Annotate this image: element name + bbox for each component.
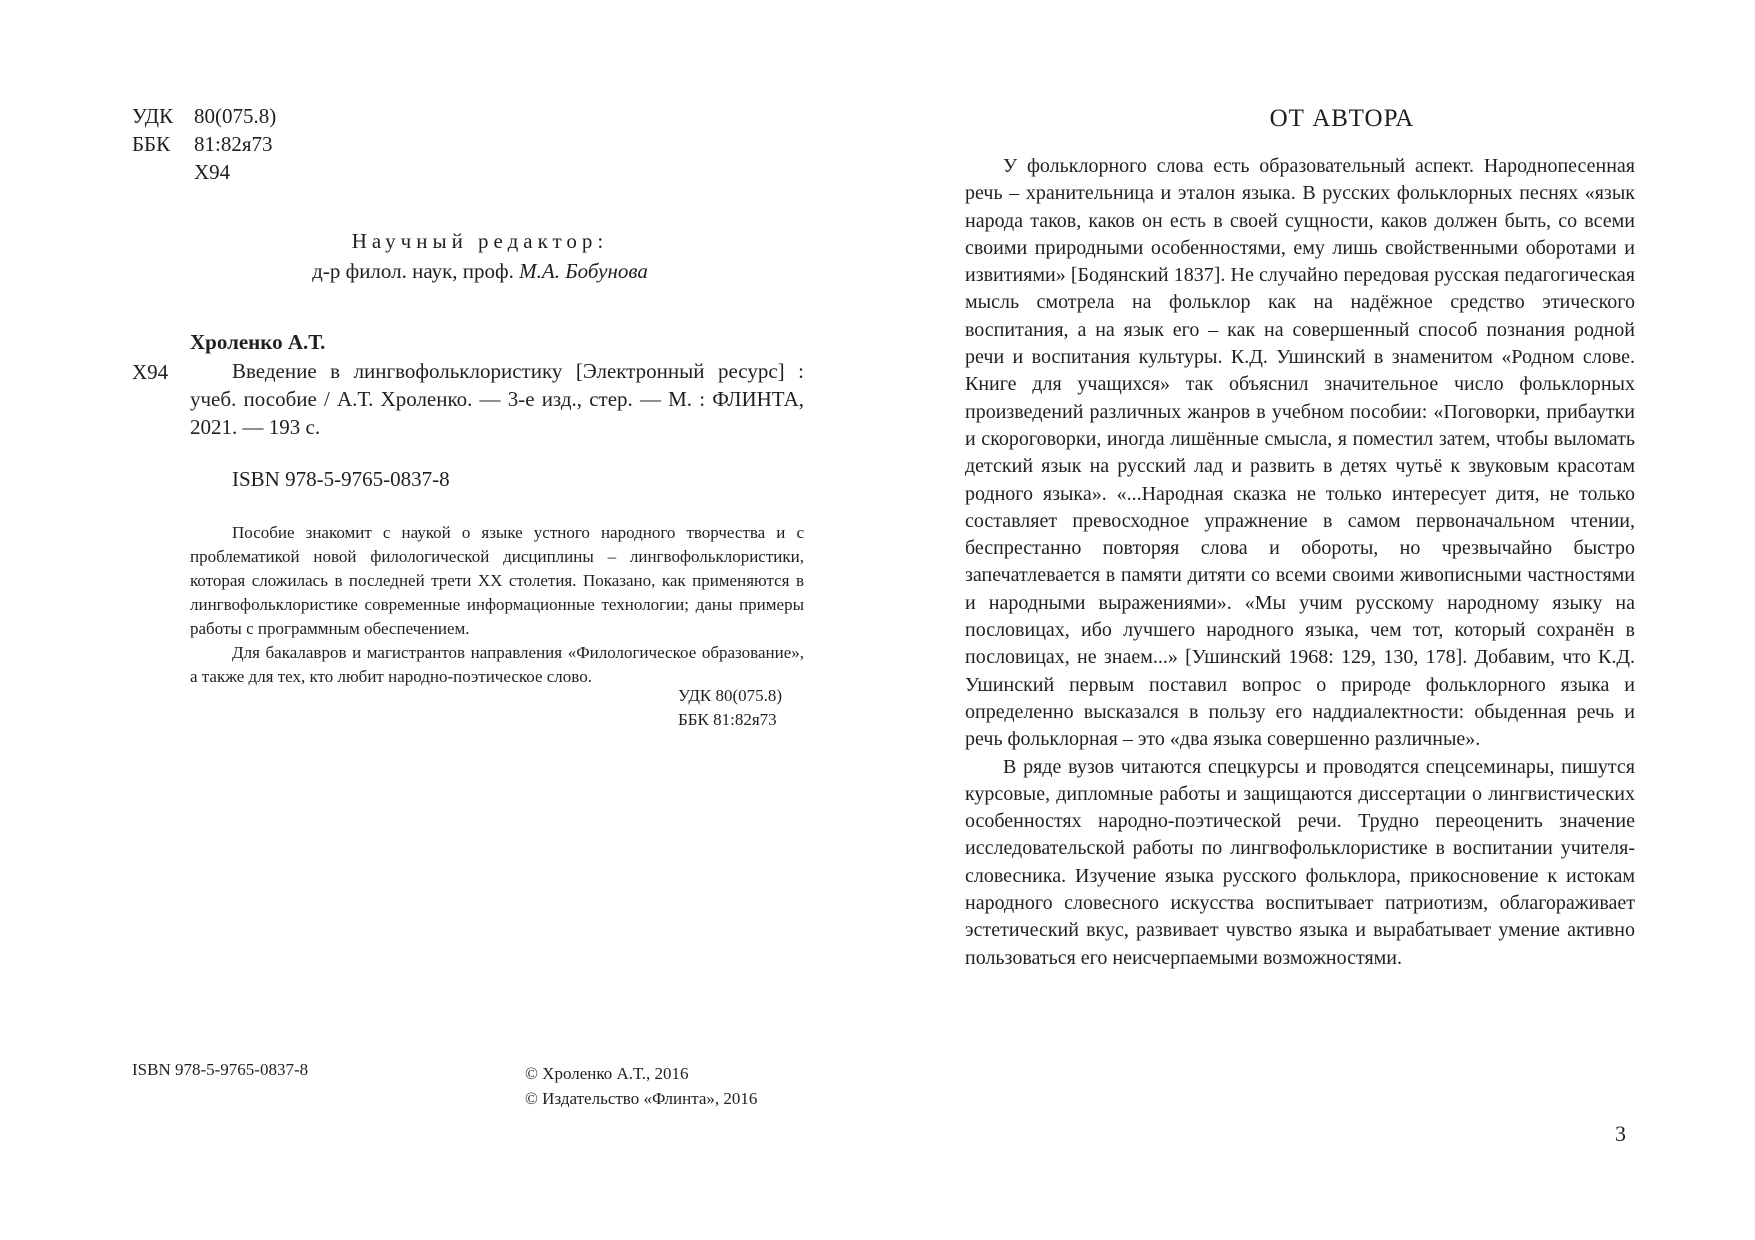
chapter-title: ОТ АВТОРА xyxy=(1269,105,1415,132)
editor-credentials: д-р филол. наук, проф. xyxy=(312,259,514,283)
bbk-label: ББК xyxy=(132,132,171,156)
author-mark-value: Х94 xyxy=(194,160,231,184)
annotation-paragraph: Пособие знакомит с наукой о языке устного народного творчества и с проблематикой новой филологической дисциплины – лингвофольклористики, которая сложилась в последней трети XX столетия. Показано, как применяются в лингвофольклористике современные информационные технологии; даны примеры работы с программным обеспечением. xyxy=(190,523,804,638)
editor-role: Научный редактор: xyxy=(351,229,609,253)
body-text xyxy=(965,153,1635,972)
body-paragraph: У фольклорного слова есть образовательный аспект. Народнопесенная речь – хранительница и эталон языка. В русских фольклорных песнях «язык народа таков, каков он есть в своей сущности, каков должен быть, со всеми своими природными особенностями, ему лишь свойственными оборотами и извитиями» [Бодянский 1837]. Не случайно передовая русская педагогическая мысль смотрела на фольклор как на надёжное средство этического воспитания, а на язык его – как на совершенный способ познания родной речи и воспитания культуры. К.Д. Ушинский в знаменитом «Родном слове. Книге для учащихся» так объяснил значительное число фольклорных произведений различных жанров в учебном пособии: «Поговорки, прибаутки и скороговорки, иногда лишённые смысла, я поместил затем, чтобы выломать детский язык на русский лад и развить в детях чутьё к звуковым красотам родного языка». «...Народная сказка не только интересует дитя, не только составляет превосходное упражнение в самом первоначальном чтении, беспрестанно повторяя слова и обороты, но чрезвычайно быстро запечатлевается в памяти дитяти со всеми своими живописными частностями и народными выражениями». «Мы учим русскому народному языку на пословицах, ибо лучшего народного языка, чем тот, который сохранён в пословицах, не знаем...» [Ушинский 1968: 129, 130, 178]. Добавим, что К.Д. Ушинский первым поставил вопрос о природе фольклорного языка и определенно высказался в пользу его наддиалектности: обыденная речь и речь фольклорная – это «два языка совершенно различные». xyxy=(965,155,1635,751)
right-page xyxy=(877,0,1755,1240)
annotation-bbk: ББК 81:82я73 xyxy=(678,710,777,729)
classification-codes xyxy=(132,102,276,186)
copyright-publisher: © Издательство «Флинта», 2016 xyxy=(525,1089,758,1108)
isbn-bottom: ISBN 978-5-9765-0837-8 xyxy=(132,1060,309,1079)
copyright-author: © Хроленко А.Т., 2016 xyxy=(525,1064,689,1083)
copyright-block xyxy=(525,1061,757,1111)
body-paragraph: В ряде вузов читаются спецкурсы и проводятся спецсеминары, пишутся курсовые, дипломные работы и защищаются диссертации о лингвистических особенностях народно-поэтической речи. Трудно переоценить значение исследовательской работы по лингвофольклористике в воспитании учителя-словесника. Изучение языка русского фольклора, прикосновение к истокам народного словесного искусства воспитывает патриотизм, облагораживает эстетический вкус, развивает чувство языка и вырабатывает умение активно пользоваться его неисчерпаемыми возможностями. xyxy=(965,755,1635,969)
editor-line xyxy=(200,256,760,286)
scientific-editor xyxy=(200,226,760,286)
editor-name: М.А. Бобунова xyxy=(519,259,648,283)
udk-row xyxy=(132,102,276,130)
author-mark-row xyxy=(132,158,276,186)
bbk-value: 81:82я73 xyxy=(194,132,273,156)
annotation-codes xyxy=(678,684,782,732)
udk-value: 80(075.8) xyxy=(194,104,277,128)
author-name: Хроленко А.Т. xyxy=(190,330,326,354)
udk-label: УДК xyxy=(132,104,174,128)
page-number: 3 xyxy=(1615,1121,1626,1146)
isbn: ISBN 978-5-9765-0837-8 xyxy=(232,467,450,491)
left-page xyxy=(0,0,877,1240)
bibliographic-entry: Введение в лингвофольклористику [Электронный ресурс] : учеб. пособие / А.Т. Хроленко. — 3-е изд., стер. — М. : ФЛИНТА, 2021. — 193 с. xyxy=(190,359,804,439)
annotation-udk: УДК 80(075.8) xyxy=(678,686,783,705)
bbk-row xyxy=(132,130,276,158)
annotation-paragraph: Для бакалавров и магистрантов направления «Филологическое образование», а также для тех, кто любит народно-поэтическое слово. xyxy=(190,643,804,686)
author-code: Х94 xyxy=(132,360,169,384)
annotation xyxy=(190,521,804,689)
